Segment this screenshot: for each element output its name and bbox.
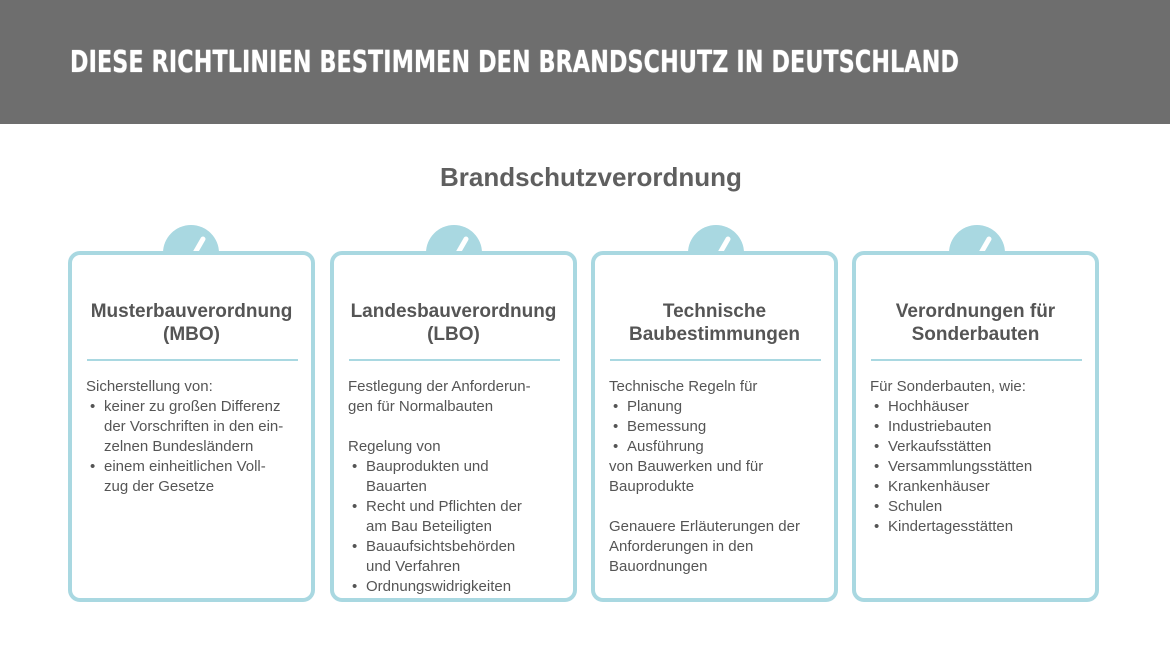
list-item [86,457,303,497]
list-item-line: zug der Gesetze [104,478,215,495]
list-item-line: und Verfahren [366,558,461,575]
card-note: Anforderungen in den [609,538,754,555]
card-intro: gen für Normalbauten [348,398,494,415]
page-title: DIESE RICHTLINIEN BESTIMMEN DEN BRANDSCHUTZ IN DEUTSCHLAND [70,45,960,80]
divider [87,359,298,361]
list-item: • Versammlungsstätten [870,457,1087,477]
bullet-list [609,397,826,457]
header-banner [0,0,1170,124]
card-text: Bauprodukte [609,478,695,495]
diagram-subtitle: Brandschutzverordnung [440,162,742,192]
list-item [348,537,565,577]
list-item: • Ausführung [609,437,826,457]
list-item [86,397,303,457]
card-lbo [330,251,577,602]
card-technische-baubestimmungen [591,251,838,602]
card-title [595,300,834,346]
bullet-list [348,457,565,597]
list-item: • Industriebauten [870,417,1087,437]
divider [610,359,821,361]
list-item-line: zelnen Bundesländern [104,438,254,455]
card-title-line: Technische [662,301,767,322]
list-item: • Kindertagesstätten [870,517,1087,537]
divider [349,359,560,361]
card-title-line: Landesbauverordnung [350,301,557,322]
card-title-line: Baubestimmungen [628,324,801,345]
card-mbo [68,251,315,602]
card-intro: Für Sonderbauten, wie: [870,378,1026,395]
card-text: von Bauwerken und für [609,458,764,475]
list-item-line: der Vorschriften in den ein- [104,418,284,435]
list-item: • Krankenhäuser [870,477,1087,497]
bullet-list [870,397,1087,537]
card-title-line: (LBO) [427,324,480,345]
list-item: • Hochhäuser [870,397,1087,417]
list-item: • Verkaufsstätten [870,437,1087,457]
list-item-line: • Ordnungswidrigkeiten [366,578,512,595]
list-item-line: • Recht und Pflichten der [366,498,522,515]
list-item-line: • Bauprodukten und [366,458,489,475]
card-body [609,377,826,577]
card-intro: Technische Regeln für [609,378,758,395]
card-title [856,300,1095,346]
bullet-list [86,397,303,497]
card-section-label: Regelung von [348,438,441,455]
list-item: • Planung [609,397,826,417]
card-intro: Sicherstellung von: [86,378,213,395]
card-body [870,377,1087,537]
card-note: Genauere Erläuterungen der [609,518,800,535]
card-title-line: Verordnungen für [895,301,1056,322]
list-item-line: • keiner zu großen Differenz [104,398,281,415]
list-item-line: Bauarten [366,478,427,495]
card-body [348,377,565,597]
card-note: Bauordnungen [609,558,708,575]
list-item [348,577,565,597]
list-item-line: • einem einheitlichen Voll- [104,458,266,475]
card-sonderbauten [852,251,1099,602]
divider [871,359,1082,361]
list-item [348,497,565,537]
list-item [348,457,565,497]
card-title-line: Sonderbauten [911,324,1040,345]
card-title [334,300,573,346]
list-item: • Bemessung [609,417,826,437]
card-intro: Festlegung der Anforderun- [348,378,531,395]
card-title-line: (MBO) [163,324,220,345]
list-item: • Schulen [870,497,1087,517]
card-body [86,377,303,497]
card-title [72,300,311,346]
card-title-line: Musterbauverordnung [90,301,293,322]
list-item-line: • Bauaufsichtsbehörden [366,538,516,555]
list-item-line: am Bau Beteiligten [366,518,492,535]
